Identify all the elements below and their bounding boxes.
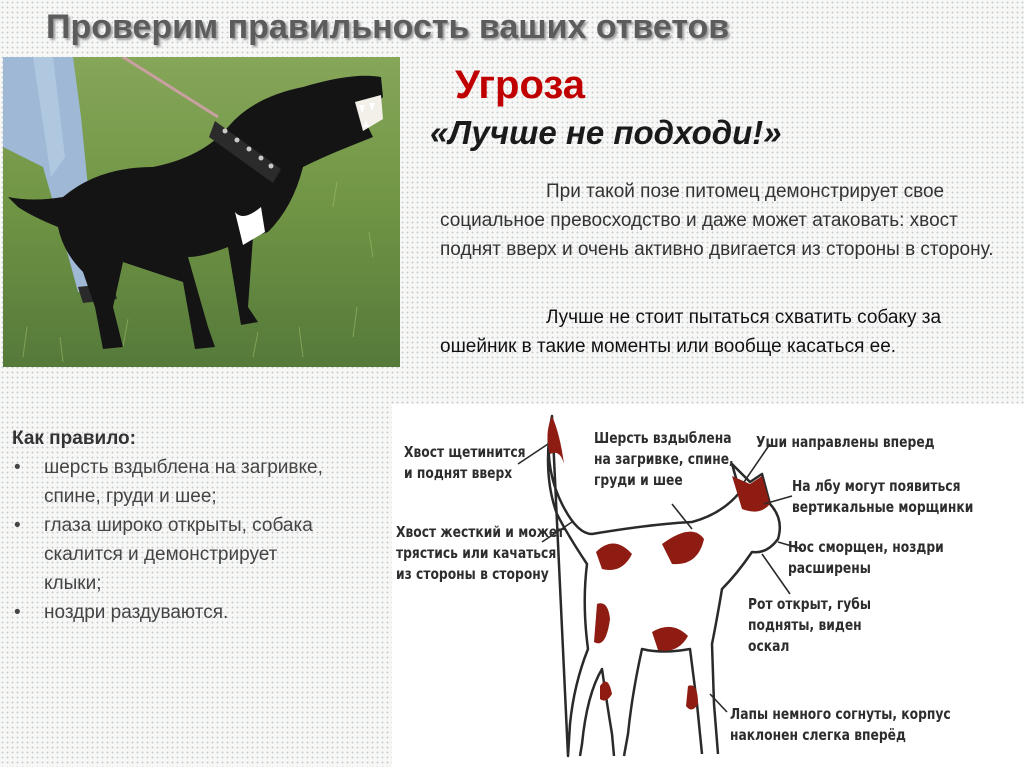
description-text-2: Лучше не стоит пытаться схватить собаку за ошейник в такие моменты или вообще касаться ее. <box>440 307 942 357</box>
label-mouth-open: Рот открыт, губы подняты, виден оскал <box>748 595 871 655</box>
description-text-1: При такой позе питомец демонстрирует свое социальное превосходство и даже может атаковать: хвост поднят вверх и очень активно двигается из стороны в сторону. <box>440 181 994 260</box>
slide-title: Проверим правильность ваших ответов <box>46 8 730 46</box>
label-fur-raised: Шерсть вздыблена на загривке, спине, груди и шее <box>594 429 734 489</box>
aggressive-dog-photo <box>3 57 400 367</box>
description-paragraph-1 <box>440 177 1000 264</box>
description-paragraph-2 <box>440 303 1022 361</box>
rules-heading: Как правило: <box>12 428 136 449</box>
label-tail-bristles: Хвост щетинится и поднят вверх <box>404 443 526 482</box>
label-tail-stiff: Хвост жесткий и может трястись или качаться из стороны в сторону <box>396 523 565 583</box>
rule-item: • шерсть вздыблена на загривке, спине, груди и шее; <box>14 457 323 507</box>
threat-heading: Угроза <box>455 63 585 107</box>
label-ears-forward: Уши направлены вперед <box>756 433 935 451</box>
rule-item: • ноздри раздуваются. <box>14 602 229 623</box>
label-forehead-wrinkles: На лбу могут появиться вертикальные морщинки <box>792 477 974 516</box>
label-legs-bent: Лапы немного согнуты, корпус наклонен слегка вперёд <box>730 705 951 744</box>
threat-quote: «Лучше не подходи!» <box>430 114 782 151</box>
label-nose-wrinkled: Нос сморщен, ноздри расширены <box>788 538 944 577</box>
rules-list <box>12 424 332 627</box>
rule-item: • глаза широко открыты, собака скалится и демонстрирует клыки; <box>14 515 313 594</box>
dog-body-language-diagram <box>392 404 1024 767</box>
